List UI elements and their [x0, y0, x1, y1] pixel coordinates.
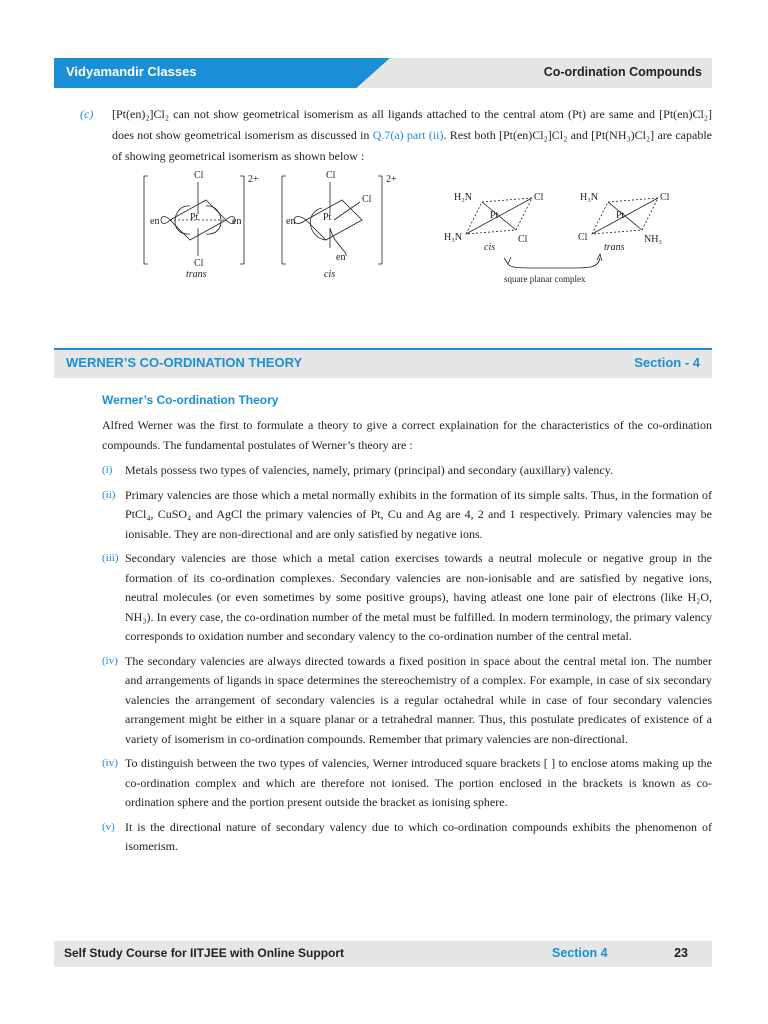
octahedral-cis-diagram: [282, 176, 382, 264]
trans-left-ligand: en: [150, 216, 160, 227]
postulate-label: (iv): [102, 654, 118, 667]
sq-cis-central-atom: Pt: [490, 210, 499, 221]
page-header: [54, 58, 712, 88]
publisher-name: Vidyamandir Classes: [66, 64, 197, 79]
cis-bottom-ligand: en: [336, 252, 346, 263]
part-c-paragraph: [80, 104, 712, 167]
postulate-item: [102, 549, 712, 647]
part-c-line1: [Pt(en)₂]Cl₂ can not show geometrical isomerism as all ligands attached to the central atom (Pt) are same and [Pt(en)Cl₂]: [112, 107, 712, 121]
postulate-label: (v): [102, 820, 115, 833]
part-c-line2b: . Rest both [Pt(en)Cl₂]Cl₂ and [Pt(NH₃)Cl₂] are: [443, 128, 673, 142]
postulate-text: Secondary valencies are those which a metal cation exercises towards a neutral molecule or negative group in the formation of its co-ordination complexes. Secondary valencies are non-ionisable and are satisfied by negative ions, neutral molecules (or even sometimes by some positive groups), having atleast one lone pair of electrons (like H₂O, NH₃). In every case, the co-ordination number of the metal must be fulfilled. In modern terminology, the primary valency corresponds to oxidation number and secondary valency to the co-ordination number of the central metal.: [125, 551, 712, 643]
sq-cis-bottom-right: Cl: [518, 234, 528, 245]
trans-right-ligand: en: [232, 216, 242, 227]
sq-cis-bottom-left: H₃N: [444, 232, 462, 243]
part-c-marker: (c): [80, 107, 94, 121]
postulate-label: (iii): [102, 552, 119, 564]
section-bar: [54, 348, 712, 378]
postulate-text: Primary valencies are those which a metal normally exhibits in the formation of its simple salts. Thus, in the formation of PtCl₄, CuSO₄ and AgCl the primary valencies of Pt, Cu and Ag are 4, 2 and 1 respectively. Primary valencies may be ionisable. They are non-directional and are only satisfied by negative ions.: [125, 487, 712, 541]
intro-paragraph: Alfred Werner was the first to formulate a theory to give a correct explaination for the characteristics of the co-ordination compounds. The fundamental postulates of Werner’s theory are :: [102, 418, 712, 452]
body-text: [102, 416, 712, 862]
square-planar-connector: [504, 254, 602, 268]
course-name: Self Study Course for IITJEE with Online Support: [64, 946, 345, 960]
chapter-title: Co-ordination Compounds: [543, 65, 702, 79]
cis-central-atom: Pt: [323, 212, 332, 223]
square-planar-label: square planar complex: [504, 274, 586, 284]
sq-trans-bottom-left: Cl: [578, 232, 588, 243]
trans-top-ligand: Cl: [194, 170, 204, 181]
trans-central-atom: Pt: [190, 212, 199, 223]
postulate-text: It is the directional nature of secondary valency due to which co-ordination compounds exhibits the phenomenon of isomerism.: [125, 819, 712, 853]
postulate-item: [102, 461, 712, 481]
sq-trans-caption: trans: [604, 242, 625, 253]
question-reference-link[interactable]: Q.7(a) part (ii): [372, 128, 444, 142]
part-c-line3: capable of showing geometrical isomerism as shown below :: [112, 128, 712, 163]
sq-cis-top-left: H₃N: [454, 192, 472, 203]
trans-bottom-ligand: Cl: [194, 258, 204, 269]
footer-section: Section 4: [552, 946, 608, 960]
postulate-item: [102, 652, 712, 750]
cis-right-ligand: Cl: [362, 194, 372, 205]
subheading: Werner’s Co-ordination Theory: [102, 393, 279, 407]
sq-trans-top-left: H₃N: [580, 192, 598, 203]
part-c-line2a: does not show geometrical isomerism as discussed in: [112, 128, 373, 142]
postulate-item: [102, 818, 712, 857]
section-number: Section - 4: [634, 355, 700, 370]
postulate-label: (iv): [102, 757, 118, 769]
cis-left-ligand: en: [286, 216, 296, 227]
page-number: 23: [674, 946, 688, 960]
sq-trans-central-atom: Pt: [616, 210, 625, 221]
sq-trans-bottom-right: NH₃: [644, 234, 662, 245]
postulate-text: Metals possess two types of valencies, namely, primary (principal) and secondary (auxillary) valency.: [125, 463, 613, 477]
section-title: WERNER’S CO-ORDINATION THEORY: [66, 355, 303, 370]
square-planar-trans-diagram: [592, 198, 658, 234]
postulate-item: [102, 754, 712, 813]
cis-charge: 2+: [386, 174, 397, 185]
postulate-label: (ii): [102, 488, 116, 501]
cis-caption: cis: [324, 269, 336, 280]
sq-cis-caption: cis: [484, 242, 496, 253]
cis-top-ligand: Cl: [326, 170, 336, 181]
square-planar-cis-diagram: [466, 198, 532, 234]
sq-cis-top-right: Cl: [534, 192, 544, 203]
sq-trans-top-right: Cl: [660, 192, 670, 203]
trans-charge: 2+: [248, 174, 259, 185]
postulate-label: (i): [102, 464, 113, 476]
postulate-item: [102, 486, 712, 545]
trans-caption: trans: [186, 269, 207, 280]
page-footer: [54, 941, 712, 967]
postulate-text: To distinguish between the two types of valencies, Werner introduced square brackets [ ] to enclose atoms making up the co-ordination complex and which are therefore not ionised. The portion enclosed in the brackets is known as co-ordination sphere and the portion present outside the bracket as ionising sphere.: [125, 756, 712, 809]
isomer-diagrams: [140, 168, 700, 288]
postulate-text: The secondary valencies are always directed towards a fixed position in space about the central metal ion. The number and arrangements of ligands in space determines the stereochemistry of a complex. For example, in case of six secondary valencies the arrangement of secondary valencies is a regular octahedral while in case of four secondary valencies arrangement might be either in a square planar or a tetrahedral manner. Thus, this postulate predicates of existence of a variety of isomerism in co-ordination compounds. Remember that primary valencies are non-directional.: [125, 653, 712, 746]
